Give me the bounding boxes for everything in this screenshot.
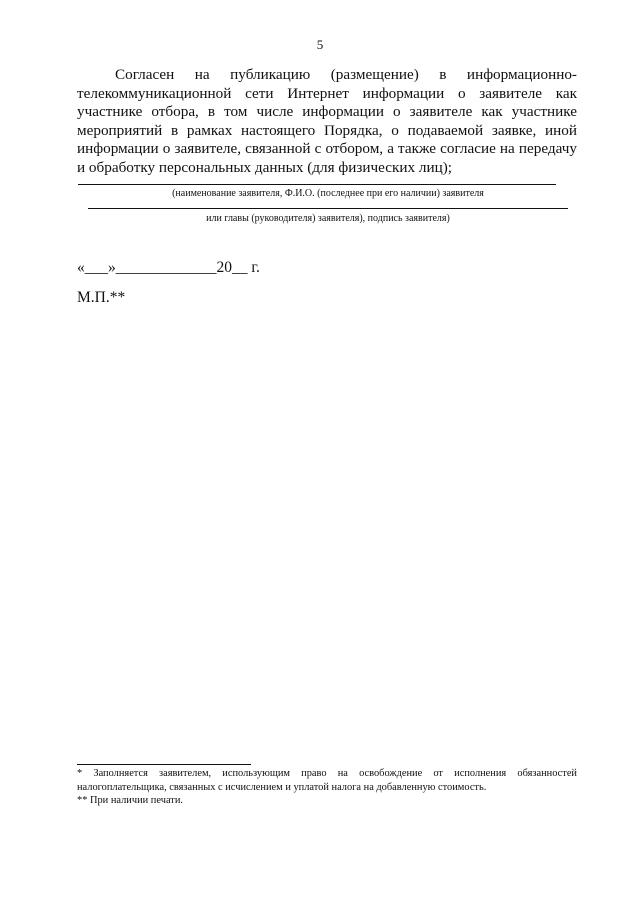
date-field: «___»_____________20__ г. [77, 259, 260, 276]
signature-caption-applicant-name: (наименование заявителя, Ф.И.О. (последнее при его наличии) заявителя [172, 188, 484, 199]
stamp-label: М.П.** [77, 289, 126, 306]
signature-line-applicant-name [78, 184, 556, 185]
page-number: 5 [316, 37, 324, 52]
footnote-stamp: ** При наличии печати. [77, 795, 183, 806]
signature-caption-head-signature: или главы (руководителя) заявителя), подпись заявителя) [206, 213, 450, 224]
consent-paragraph: Согласен на публикацию (размещение) в информационно-телекоммуникационной сети Интернет информации о заявителе как участнике отбора, в том числе информации о заявителе как участнике мероприятий в рамках настоящего Порядка, о подаваемой заявке, иной информации о заявителе, связанной с отбором, а также согласие на передачу и обработку персональных данных (для физических лиц); [77, 66, 577, 176]
signature-line-head-signature [88, 208, 568, 209]
footnotes [77, 767, 577, 808]
footnote-separator [77, 764, 251, 765]
footnote-vat-exemption: * Заполняется заявителем, использующим право на освобождение от исполнения обязанностей налогоплательщика, связанных с исчислением и уплатой налога на добавленную стоимость. [77, 768, 577, 793]
